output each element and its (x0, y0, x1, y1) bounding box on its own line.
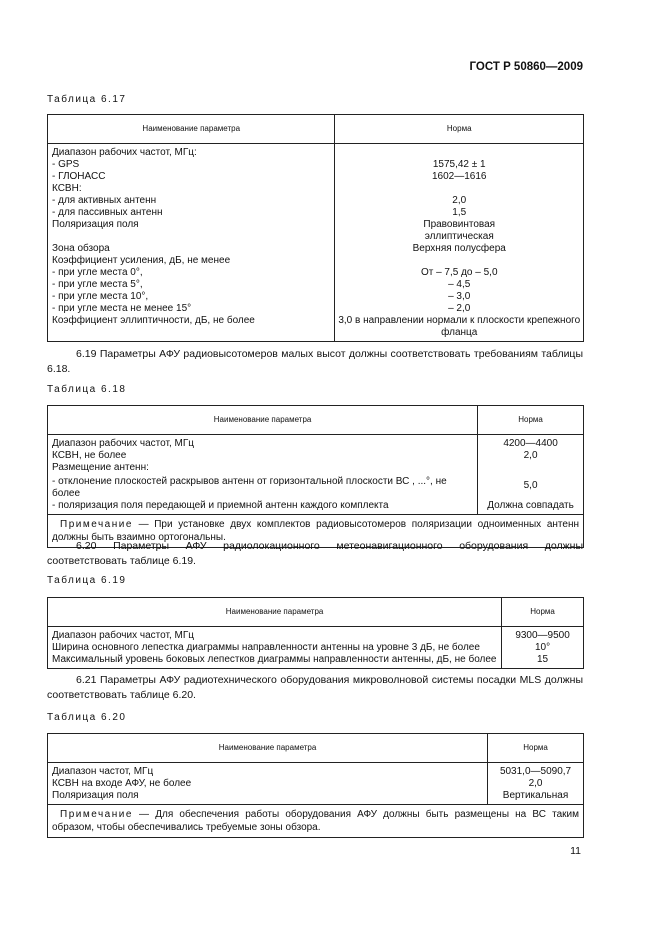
note-text: — При установке двух комплектов радиовысотомеров поляризации одноименных антенн должны быть взаимно ортогональны. (52, 519, 579, 543)
param-norm: – 4,5 (335, 279, 584, 291)
param-name: Диапазон частот, МГц (48, 763, 488, 779)
param-norm: 2,0 (488, 778, 584, 790)
table-header-row (48, 406, 584, 435)
column-header-norm: Норма (488, 734, 584, 763)
paragraph-6-19: 6.19 Параметры АФУ радиовысотомеров малых высот должны соответствовать требованиям таблицы 6.18. (47, 348, 583, 375)
param-norm: От – 7,5 до – 5,0 (335, 267, 584, 279)
param-norm: 1602—1616 (335, 171, 584, 183)
table-row (48, 183, 584, 195)
param-norm: 2,0 (335, 195, 584, 207)
param-norm: 2,0 (478, 450, 584, 462)
table-6-18-title: Таблица 6.18 (47, 384, 127, 395)
table-6-17 (47, 114, 584, 342)
table-6-17-title: Таблица 6.17 (47, 94, 127, 105)
param-norm: 5,0 (478, 474, 584, 500)
param-norm: – 2,0 (335, 303, 584, 315)
param-name: Поляризация поля (48, 790, 488, 805)
param-name: - при угле места 0°, (48, 267, 335, 279)
table-row (48, 279, 584, 291)
param-norm: Должна совпадать (478, 500, 584, 515)
column-header-norm: Норма (502, 598, 584, 627)
paragraph-6-20: 6.20 Параметры АФУ радиолокационного метеонавигационного оборудования должны соответствовать таблице 6.19. (47, 540, 583, 567)
param-norm: Вертикальная (488, 790, 584, 805)
paragraph-6-21: 6.21 Параметры АФУ радиотехнического оборудования микроволновой системы посадки MLS должны соответствовать таблице 6.20. (47, 674, 583, 701)
table-row (48, 763, 584, 779)
table-header-row (48, 115, 584, 144)
param-name: КСВН на входе АФУ, не более (48, 778, 488, 790)
param-norm: Верхняя полусфера (335, 243, 584, 255)
param-name: Ширина основного лепестка диаграммы направленности антенны на уровне 3 дБ, не более (48, 642, 502, 654)
table-row (48, 654, 584, 669)
table-6-18 (47, 405, 584, 548)
param-norm: 3,0 в направлении нормали к плоскости крепежного (335, 315, 584, 327)
param-name: Максимальный уровень боковых лепестков диаграммы направленности антенны, дБ, не более (48, 654, 502, 669)
table-row (48, 243, 584, 255)
param-norm: 15 (502, 654, 584, 669)
param-norm (335, 255, 584, 267)
param-norm: 4200—4400 (478, 435, 584, 451)
table-row (48, 267, 584, 279)
table-row (48, 303, 584, 315)
param-name: - отклонение плоскостей раскрывов антенн от горизонтальной плоскости ВС , ...°, не более (48, 474, 478, 500)
table-row (48, 255, 584, 267)
table-row (48, 159, 584, 171)
table-row (48, 500, 584, 515)
table-row (48, 144, 584, 160)
param-name: - для активных антенн (48, 195, 335, 207)
param-name: Зона обзора (48, 243, 335, 255)
document-code: ГОСТ Р 50860—2009 (469, 61, 583, 73)
param-norm: 1575,42 ± 1 (335, 159, 584, 171)
table-row (48, 219, 584, 231)
param-norm: 9300—9500 (502, 627, 584, 643)
param-name: - при угле места 5°, (48, 279, 335, 291)
param-name: - при угле места не менее 15° (48, 303, 335, 315)
param-name: - ГЛОНАСС (48, 171, 335, 183)
param-norm: 5031,0—5090,7 (488, 763, 584, 779)
table-row (48, 231, 584, 243)
param-norm (335, 183, 584, 195)
param-name: Размещение антенн: (48, 462, 478, 474)
param-name: КСВН: (48, 183, 335, 195)
param-name (48, 231, 335, 243)
table-row (48, 291, 584, 303)
table-row (48, 171, 584, 183)
param-name: Диапазон рабочих частот, МГц (48, 627, 502, 643)
table-row (48, 627, 584, 643)
table-header-row (48, 734, 584, 763)
note-label: Примечание (60, 809, 133, 820)
table-row (48, 778, 584, 790)
table-row (48, 435, 584, 451)
column-header-name: Наименование параметра (48, 598, 502, 627)
param-norm (335, 144, 584, 160)
param-norm: 1,5 (335, 207, 584, 219)
param-norm: 10° (502, 642, 584, 654)
param-name: Диапазон рабочих частот, МГц: (48, 144, 335, 160)
param-name: Коэффициент эллиптичности, дБ, не более (48, 315, 335, 327)
note-text: — Для обеспечения работы оборудования АФУ должны быть размещены на ВС таким образом, чтобы обеспечивались требуемые зоны обзора. (52, 809, 579, 833)
param-name: - поляризация поля передающей и приемной антенн каждого комплекта (48, 500, 478, 515)
param-norm (478, 462, 584, 474)
param-name: - для пассивных антенн (48, 207, 335, 219)
param-norm: эллиптическая (335, 231, 584, 243)
table-6-19-title: Таблица 6.19 (47, 575, 127, 586)
table-row (48, 642, 584, 654)
table-row (48, 474, 584, 500)
column-header-name: Наименование параметра (48, 406, 478, 435)
table-row (48, 327, 584, 342)
param-norm: фланца (335, 327, 584, 342)
note-label: Примечание (60, 519, 133, 530)
param-name (48, 327, 335, 342)
table-row (48, 450, 584, 462)
param-name: - GPS (48, 159, 335, 171)
table-6-19 (47, 597, 584, 669)
param-name: - при угле места 10°, (48, 291, 335, 303)
param-norm: Правовинтовая (335, 219, 584, 231)
param-name: Коэффициент усиления, дБ, не менее (48, 255, 335, 267)
table-note (48, 805, 584, 838)
table-row (48, 195, 584, 207)
page-number: 11 (570, 845, 581, 857)
table-row (48, 207, 584, 219)
table-row (48, 315, 584, 327)
column-header-name: Наименование параметра (48, 115, 335, 144)
table-header-row (48, 598, 584, 627)
table-6-20 (47, 733, 584, 838)
param-name: Диапазон рабочих частот, МГц (48, 435, 478, 451)
param-name: Поляризация поля (48, 219, 335, 231)
column-header-norm: Норма (335, 115, 584, 144)
table-row (48, 462, 584, 474)
table-row (48, 790, 584, 805)
column-header-norm: Норма (478, 406, 584, 435)
param-name: КСВН, не более (48, 450, 478, 462)
table-6-20-title: Таблица 6.20 (47, 712, 127, 723)
param-norm: – 3,0 (335, 291, 584, 303)
column-header-name: Наименование параметра (48, 734, 488, 763)
table-note-row (48, 805, 584, 838)
